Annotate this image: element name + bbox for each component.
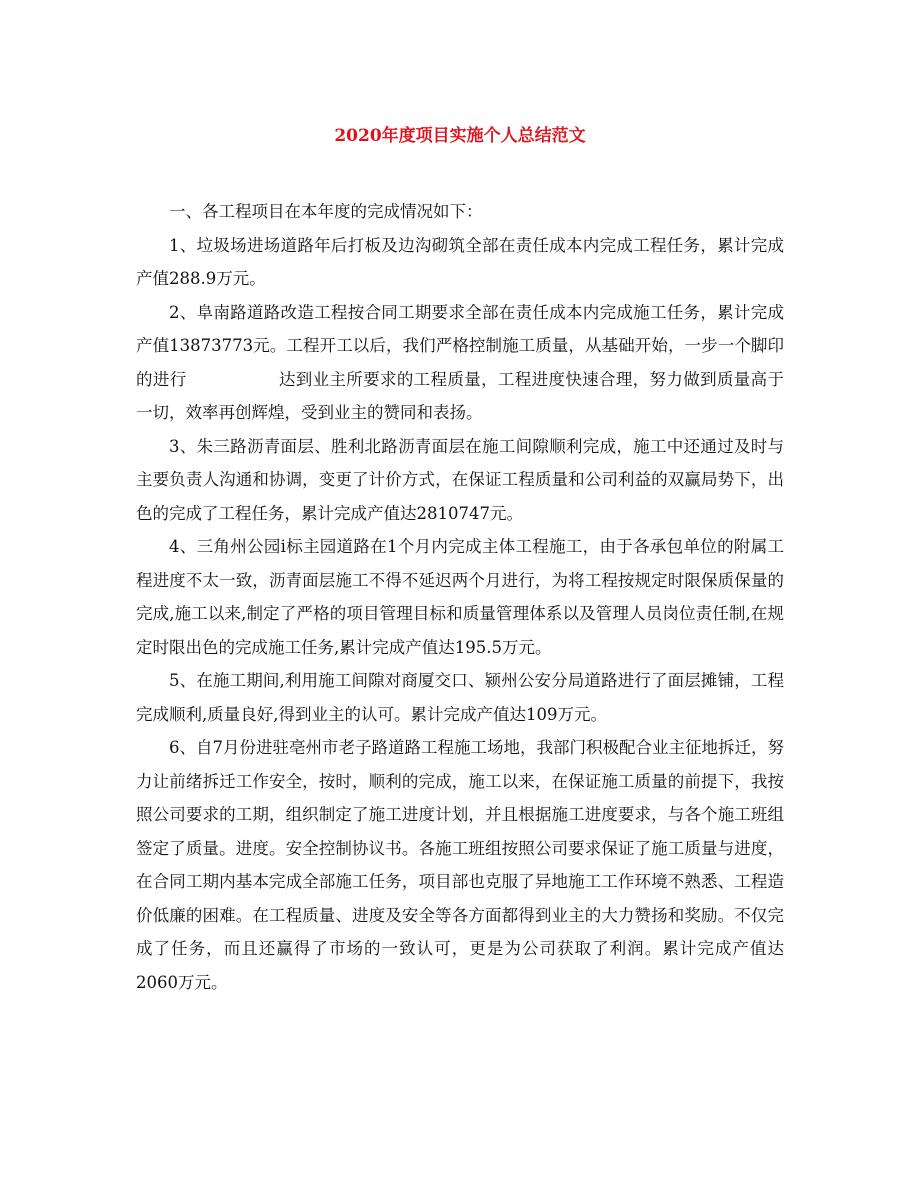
paragraph-item-4: 4、三角州公园ⅰ标主园道路在1个月内完成主体工程施工，由于各承包单位的附属工程进度不太一致，沥青面层施工不得不延迟两个月进行，为将工程按规定时限保质保量的完成,施工以来,制定了严格的项目管理目标和质量管理体系以及管理人员岗位责任制,在规定时限出色的完成施工任务,累计完成产值达195.5万元。 — [136, 537, 784, 657]
paragraph-item-6: 6、自7月份进驻亳州市老子路道路工程施工场地，我部门积极配合业主征地拆迁，努力让前绪拆迁工作安全，按时，顺利的完成，施工以来，在保证施工质量的前提下，我按照公司要求的工期，组织制定了施工进度计划，并且根据施工进度要求，与各个施工班组签定了质量。进度。安全控制协议书。各施工班组按照公司要求保证了施工质量与进度，在合同工期内基本完成全部施工任务，项目部也克服了异地施工工作环境不熟悉、工程造价低廉的困难。在工程质量、进度及安全等各方面都得到业主的大力赞扬和奖励。不仅完成了任务，而且还赢得了市场的一致认可，更是为公司获取了利润。累计完成产值达2060万元。 — [136, 738, 784, 992]
paragraph-item-5: 5、在施工期间,利用施工间隙对商厦交口、颍州公安分局道路进行了面层摊铺，工程完成顺利,质量良好,得到业主的认可。累计完成产值达109万元。 — [136, 671, 784, 724]
document-body — [136, 195, 784, 999]
paragraph-item-2-part-1: 2、阜南路道路改造工程按合同工期要求全部在责任成本内完成施工任务，累计完成产值13873773元。工程开工以后，我们严格控制施工质量，从基础开始，一步一个脚印的进行 — [136, 302, 784, 389]
paragraph-item-2-part-2: 达到业主所要求的工程质量，工程进度快速合理，努力做到质量高于一切，效率再创辉煌，受到业主的赞同和表扬。 — [136, 369, 785, 422]
document-title: 2020年度项目实施个人总结范文 — [334, 126, 586, 146]
paragraph-item-2 — [136, 296, 784, 430]
paragraph-item-1: 1、垃圾场进场道路年后打板及边沟砌筑全部在责任成本内完成工程任务，累计完成产值288.9万元。 — [136, 235, 784, 288]
paragraph-intro: 一、各工程项目在本年度的完成情况如下： — [169, 202, 483, 221]
paragraph-item-3: 3、朱三路沥青面层、胜利北路沥青面层在施工间隙顺利完成，施工中还通过及时与主要负责人沟通和协调，变更了计价方式，在保证工程质量和公司利益的双赢局势下，出色的完成了工程任务，累计完成产值达2810747元。 — [136, 436, 784, 523]
